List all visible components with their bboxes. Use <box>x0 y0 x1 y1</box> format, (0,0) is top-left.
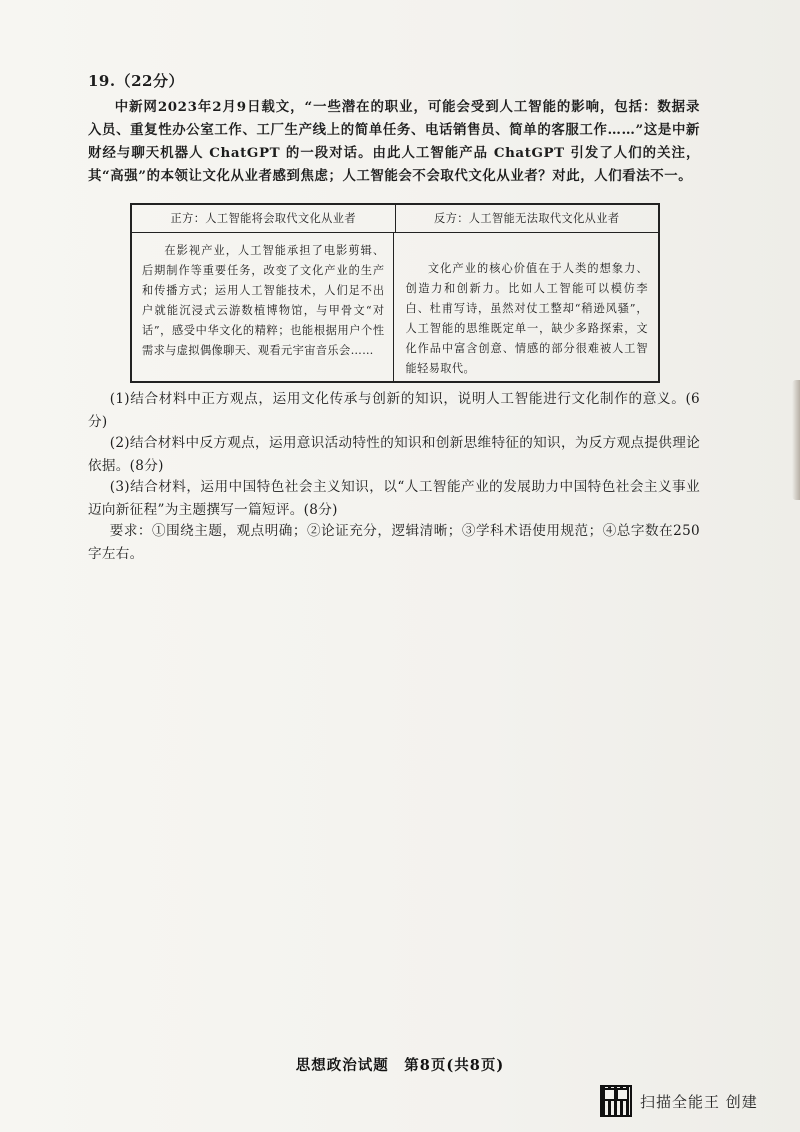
question-number: 19.（22分） <box>88 72 184 90</box>
scanner-watermark <box>600 1084 758 1118</box>
page-footer: 思想政治试题 第8页(共8页) <box>295 1057 505 1074</box>
con-viewpoint: 文化产业的核心价值在于人类的想象力、创造力和创新力。比如人工智能可以模仿李白、杜甫写诗，虽然对仗工整却“稍逊风骚”，人工智能的思维既定单一，缺少多路探索，文化作品中富含创意、情感的部分很难被人工智能轻易取代。 <box>393 233 659 383</box>
sub-question-2: (2)结合材料中反方观点，运用意识活动特性的知识和创新思维特征的知识，为反方观点提供理论依据。(8分) <box>88 435 700 474</box>
sub-question-1: (1)结合材料中正方观点，运用文化传承与创新的知识，说明人工智能进行文化制作的意义。(6分) <box>88 391 700 430</box>
writing-requirements: 要求：①围绕主题，观点明确；②论证充分，逻辑清晰；③学科术语使用规范；④总字数在250字左右。 <box>88 523 700 562</box>
question-stem: 中新网2023年2月9日载文，“一些潜在的职业，可能会受到人工智能的影响，包括：数据录入员、重复性办公室工作、工厂生产线上的简单任务、电话销售员、简单的客服工作……”这是中新财经与聊天机器人 ChatGPT 的一段对话。由此人工智能产品 ChatGPT 引发了人们的关注，其“高强”的本领让文化从业者感到焦虑；人工智能会不会取代文化从业者？对此，人们看法不一。 <box>88 99 700 184</box>
qr-code-icon <box>600 1085 632 1117</box>
pro-header: 正方：人工智能将会取代文化从业者 <box>170 212 356 225</box>
scanner-watermark-text: 扫描全能王 创建 <box>640 1092 758 1111</box>
con-header: 反方：人工智能无法取代文化从业者 <box>395 205 659 232</box>
pro-viewpoint: 在影视产业，人工智能承担了电影剪辑、后期制作等重要任务，改变了文化产业的生产和传播方式；运用人工智能技术，人们足不出户就能沉浸式云游数植博物馆，与甲骨文“对话”，感受中华文化的精粹；也能根据用户个性需求与虚拟偶像聊天、观看元宇宙音乐会…… <box>142 244 385 357</box>
page-edge-shadow <box>792 380 800 500</box>
material-table <box>130 203 660 383</box>
sub-question-3: (3)结合材料，运用中国特色社会主义知识，以“人工智能产业的发展助力中国特色社会主义事业迈向新征程”为主题撰写一篇短评。(8分) <box>88 479 700 518</box>
material-table-header <box>132 205 658 233</box>
material-table-body <box>132 233 658 383</box>
